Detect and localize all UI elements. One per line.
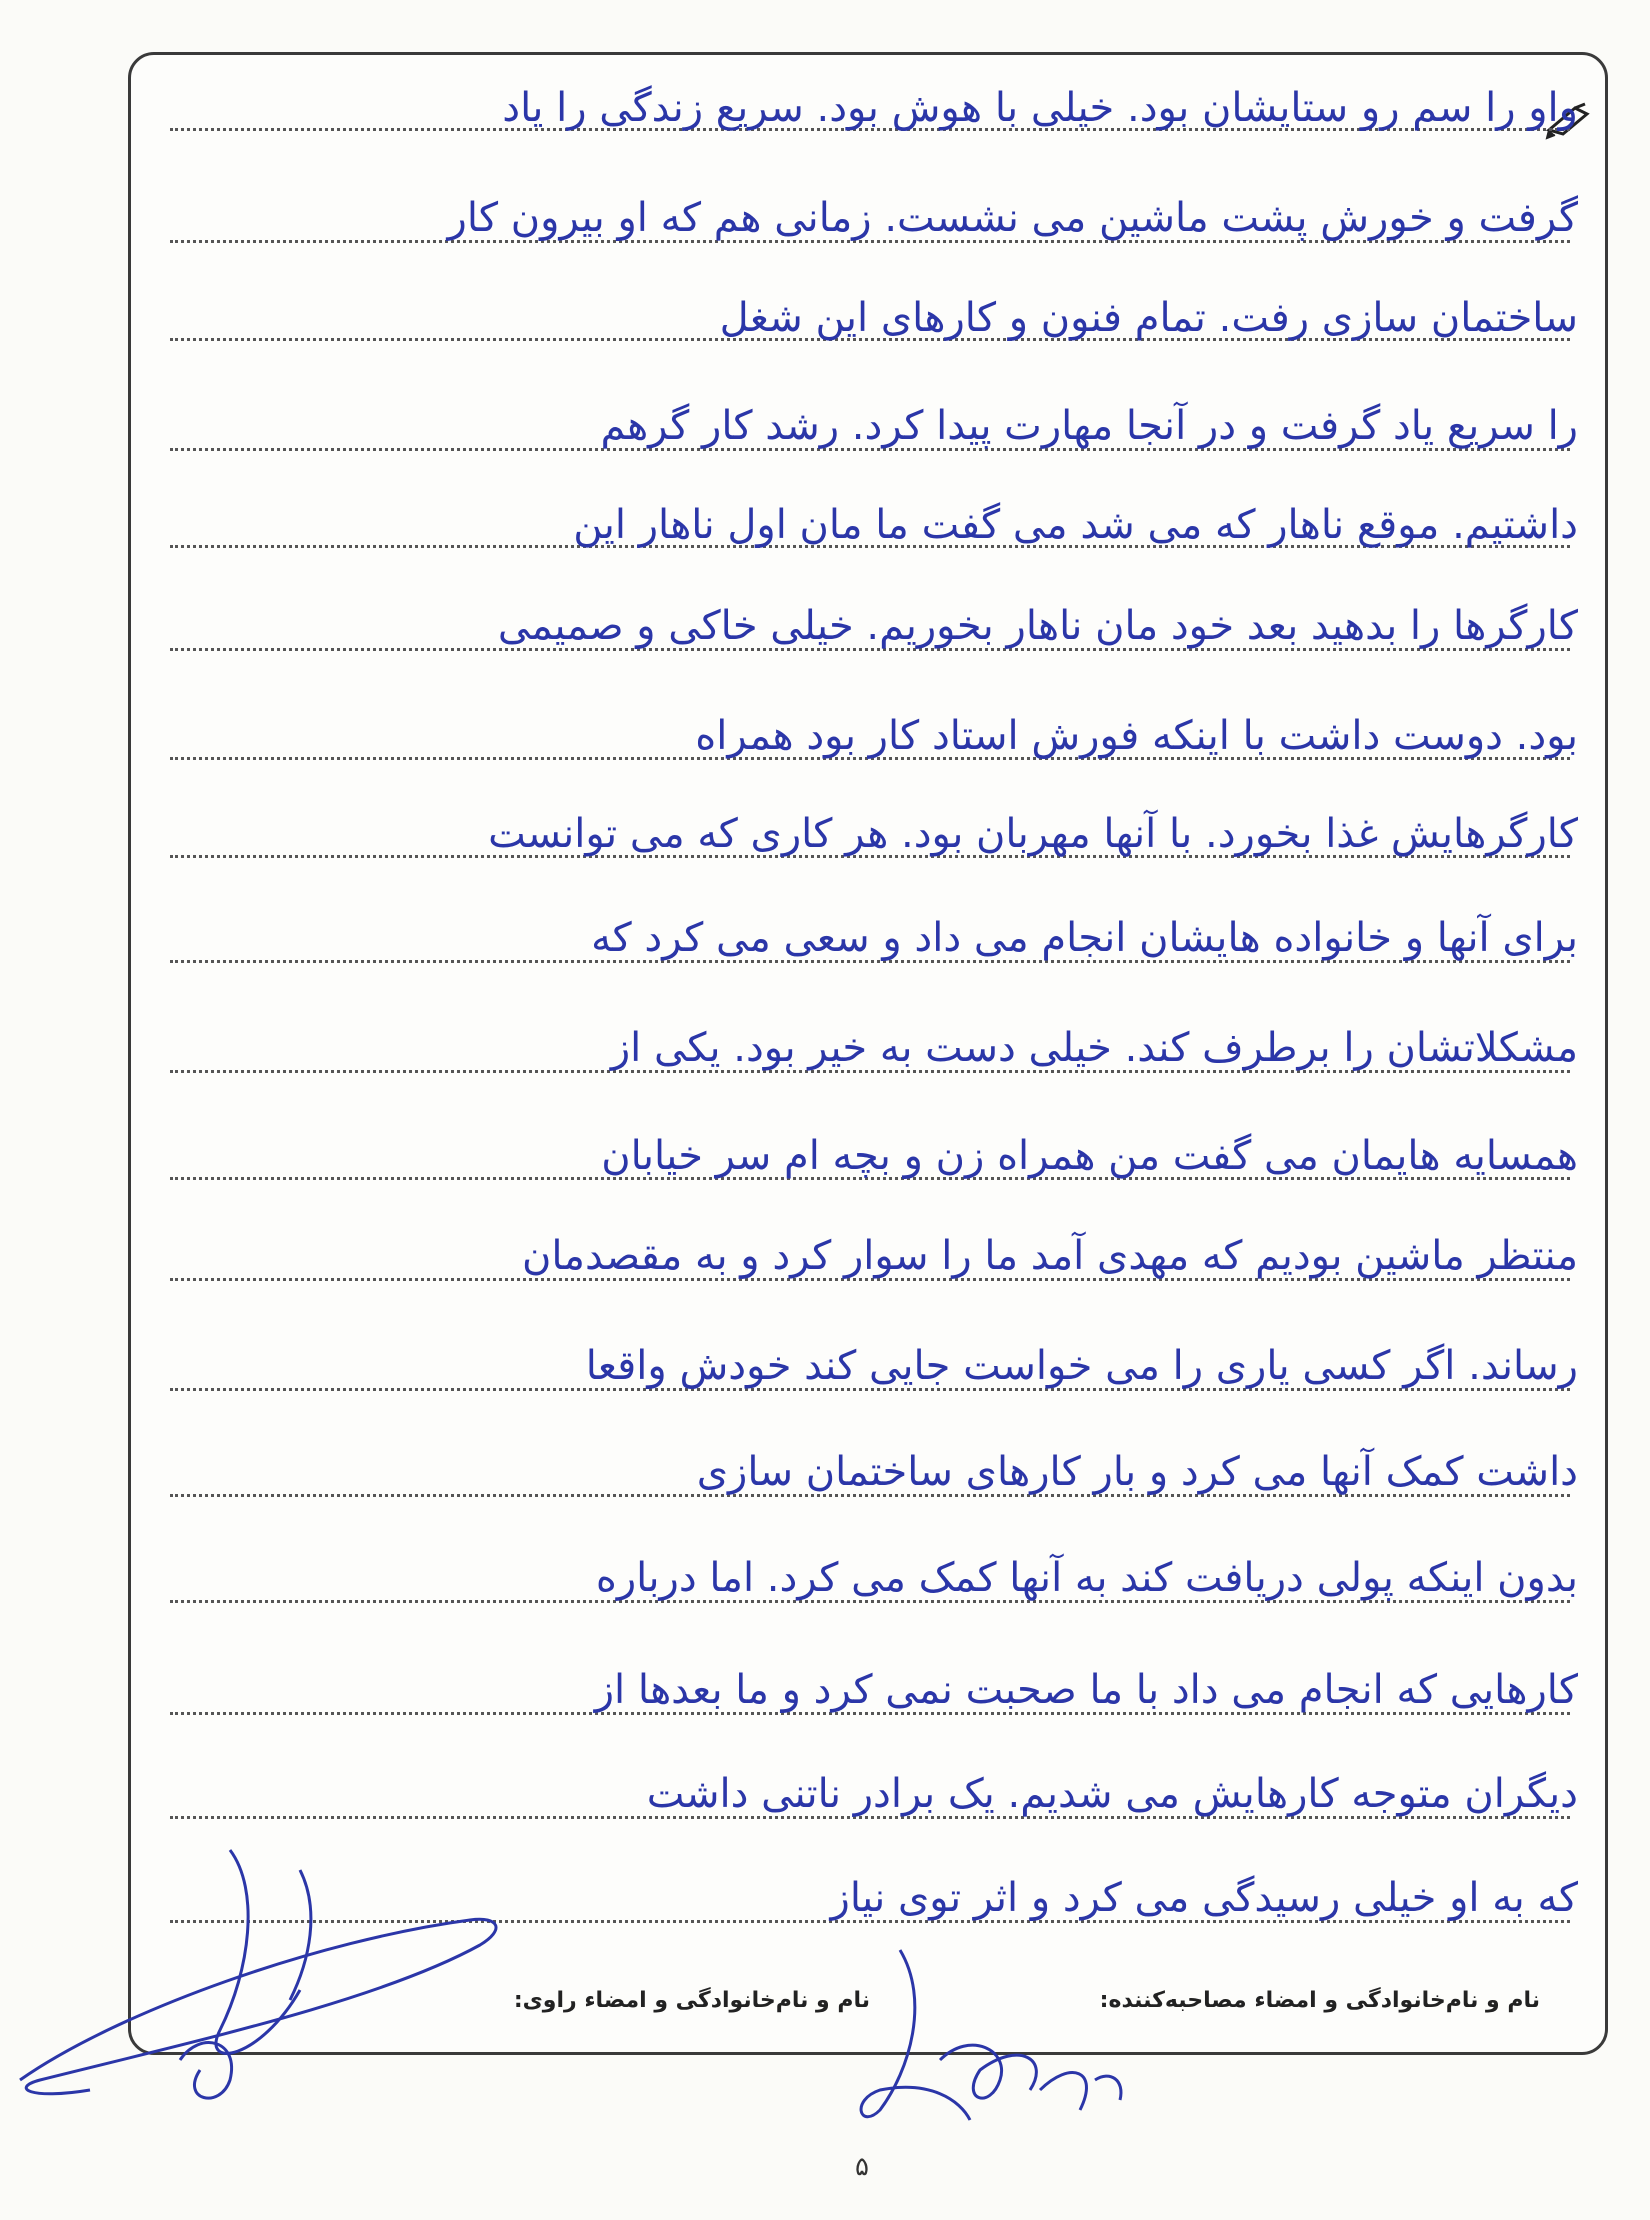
handwritten-line: واو را سم رو ستایشان بود. خیلی با هوش بود. سریع زندگی را یاد	[502, 85, 1578, 131]
handwritten-line: برای آنها و خانواده هایشان انجام می داد و سعی می کرد که	[591, 915, 1578, 961]
handwritten-line: کارگرهایش غذا بخورد. با آنها مهربان بود. هر کاری که می توانست	[488, 811, 1578, 857]
narrator-signature-label: نام و نام‌خانوادگی و امضاء راوی:	[513, 1988, 870, 2013]
handwritten-line: داشت کمک آنها می کرد و بار کارهای ساختمان سازی	[696, 1449, 1578, 1495]
handwritten-line: گرفت و خورش پشت ماشین می نشست. زمانی هم که او بیرون کار	[447, 195, 1578, 241]
handwritten-line: بود. دوست داشت با اینکه فورش استاد کار بود همراه	[695, 713, 1578, 759]
handwritten-line: داشتیم. موقع ناهار که می شد می گفت ما مان اول ناهار این	[573, 502, 1578, 548]
handwritten-line: رساند. اگر کسی یاری را می خواست جایی کند خودش واقعا	[585, 1343, 1578, 1389]
handwritten-line: دیگران متوجه کارهایش می شدیم. یک برادر ناتنی داشت	[646, 1771, 1578, 1817]
handwritten-line: منتظر ماشین بودیم که مهدی آمد ما را سوار کرد و به مقصدمان	[521, 1233, 1578, 1279]
handwritten-line: بدون اینکه پولی دریافت کند به آنها کمک می کرد. اما درباره	[595, 1555, 1578, 1601]
handwritten-line: که به او خیلی رسیدگی می کرد و اثر توی نیاز	[830, 1875, 1578, 1921]
handwritten-line: مشکلاتشان را برطرف کند. خیلی دست به خیر بود. یکی از	[610, 1025, 1578, 1071]
interviewer-signature-label: نام و نام‌خانوادگی و امضاء مصاحبه‌کننده:	[1099, 1988, 1540, 2013]
handwritten-line: را سریع یاد گرفت و در آنجا مهارت پیدا کرد. رشد کار گرهم	[600, 403, 1578, 449]
page-number: ۵	[855, 2152, 869, 2182]
handwritten-line: کارگرها را بدهید بعد خود مان ناهار بخوریم. خیلی خاکی و صمیمی	[497, 603, 1578, 649]
handwritten-line: ساختمان سازی رفت. تمام فنون و کارهای این شغل	[719, 295, 1578, 341]
handwritten-line: همسایه هایمان می گفت من همراه زن و بچه ام سر خیابان	[601, 1133, 1578, 1179]
handwritten-line: کارهایی که انجام می داد با ما صحبت نمی کرد و ما بعدها از	[594, 1667, 1578, 1713]
narrator-signature	[0, 1830, 520, 2130]
interviewer-signature	[840, 1940, 1140, 2140]
